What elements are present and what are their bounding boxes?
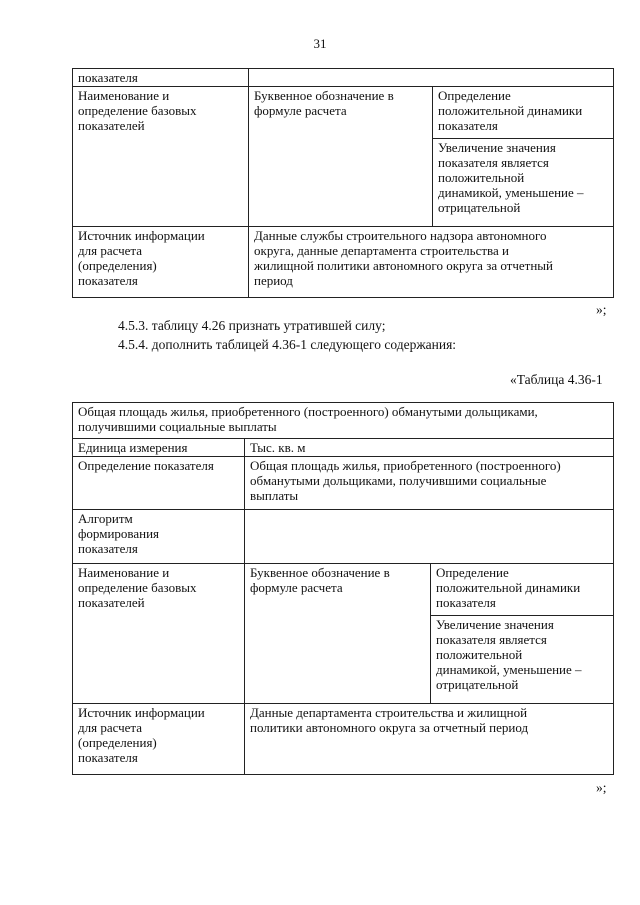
closing-quote-1: »; bbox=[596, 302, 607, 317]
dynamics-text: Увеличение значения показателя является положительной динамикой, уменьшение – отрицательной bbox=[433, 139, 614, 227]
positive-dynamics-label-2: Определение положительной динамики показателя bbox=[431, 564, 614, 616]
letter-designation-label: Буквенное обозначение в формуле расчета bbox=[249, 87, 433, 227]
table-continuation bbox=[72, 68, 614, 298]
indicator-definition-label: Определение показателя bbox=[73, 457, 245, 510]
closing-quote-2: »; bbox=[596, 780, 607, 795]
base-indicators-label-2: Наименование и определение базовых показателей bbox=[73, 564, 245, 704]
positive-dynamics-label: Определение положительной динамики показателя bbox=[433, 87, 614, 139]
paragraph-4-5-3: 4.5.3. таблицу 4.26 признать утратившей силу; bbox=[118, 318, 386, 333]
unit-value: Тыс. кв. м bbox=[245, 439, 614, 457]
table-caption: «Таблица 4.36-1 bbox=[510, 372, 603, 387]
letter-designation-label-2: Буквенное обозначение в формуле расчета bbox=[245, 564, 431, 704]
indicator-definition-value: Общая площадь жилья, приобретенного (построенного) обманутыми дольщиками, получившими социальные выплаты bbox=[245, 457, 614, 510]
source-value-2: Данные департамента строительства и жилищной политики автономного округа за отчетный период bbox=[245, 704, 614, 775]
source-label-2: Источник информации для расчета (определения) показателя bbox=[73, 704, 245, 775]
cont-empty-cell bbox=[249, 69, 614, 87]
table-4-36-1 bbox=[72, 402, 614, 775]
dynamics-text-2: Увеличение значения показателя является положительной динамикой, уменьшение – отрицательной bbox=[431, 616, 614, 704]
source-label: Источник информации для расчета (определения) показателя bbox=[73, 227, 249, 298]
cont-label: показателя bbox=[73, 69, 249, 87]
table-title: Общая площадь жилья, приобретенного (построенного) обманутыми дольщиками, получившими социальные выплаты bbox=[73, 403, 614, 439]
paragraph-4-5-4: 4.5.4. дополнить таблицей 4.36-1 следующего содержания: bbox=[118, 337, 457, 352]
unit-label: Единица измерения bbox=[73, 439, 245, 457]
base-indicators-label: Наименование и определение базовых показателей bbox=[73, 87, 249, 227]
algorithm-label: Алгоритм формирования показателя bbox=[73, 510, 245, 564]
algorithm-value bbox=[245, 510, 614, 564]
page-number: 31 bbox=[313, 36, 327, 51]
source-value: Данные службы строительного надзора автономного округа, данные департамента строительства и жилищной политики автономного округа за отчетный период bbox=[249, 227, 614, 298]
